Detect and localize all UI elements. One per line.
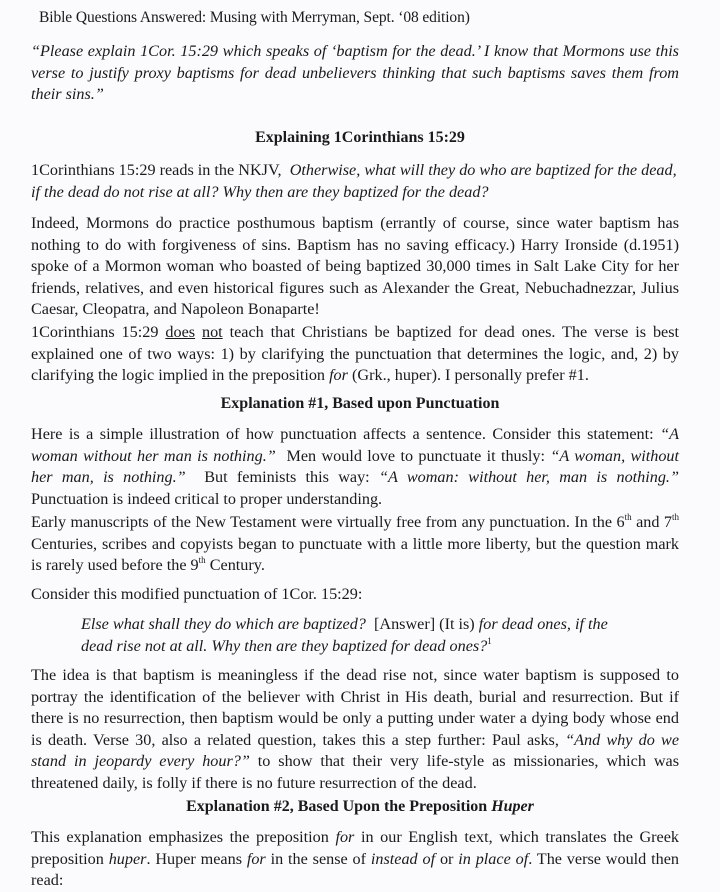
text-run: . The verse would then read: (31, 849, 679, 889)
text-run: Century. (209, 556, 265, 574)
underlined-word-does: does (165, 323, 196, 341)
superscript: th (624, 512, 632, 522)
italic-word-for: for (329, 366, 348, 384)
text-run: and 7 (636, 513, 672, 531)
paragraph-punctuation-illustration (31, 424, 679, 510)
text-run: 1Corinthians 15:29 (31, 323, 159, 341)
paragraph-nkjv-verse (31, 160, 679, 203)
text-run: Early manuscripts of the New Testament were virtually free from any punctuation. In the 6 (31, 513, 625, 531)
example-quote: “A woman without her man is nothing.” (31, 425, 680, 465)
paragraph-two-ways (31, 322, 679, 387)
text-run: Men would love to punctuate it thusly: (286, 446, 546, 465)
superscript: th (672, 512, 680, 522)
text-run: or (439, 849, 454, 868)
paragraph-mormon-practice: Indeed, Mormons do practice posthumous baptism (errantly of course, since water baptism has nothing to do with forgiveness of sins. Baptism has no saving efficacy.) Harry Ironside (d.1951) spoke of a Mormon woman who boasted of being baptized 30,000 times in Salt Lake City for her friends, relatives, and even historical figures such as Alexander the Great, Nebuchadnezzar, Julius Caesar, Cleopatra, and Napoleon Bonaparte! (31, 214, 679, 318)
text-run: . Huper means (146, 849, 242, 868)
example-quote: “A woman, without her man, is nothing.” (31, 446, 680, 486)
document-header: Bible Questions Answered: Musing with Merryman, Sept. ‘08 edition) (39, 9, 470, 26)
quote-italic: for dead ones, if the dead rise not at all. Why then are they baptized for dead ones? (81, 615, 608, 655)
text-run: But feminists this way: (204, 468, 370, 486)
underlined-word-not: not (201, 323, 223, 341)
section-heading-huper (0, 796, 720, 818)
superscript: th (198, 555, 206, 565)
text-run: The idea is that baptism is meaningless if the dead rise not, since water baptism is supposed to portray the identification of the believer with Christ in His death, burial and resurrection. But if there is no resurrection, then baptism would be only a putting under water a dying body whose end is death. Verse 30, also a related question, takes this a step further: Paul asks, (31, 666, 679, 749)
heading-text: Explanation #2, Based Upon the Preposition (186, 798, 488, 815)
quote-italic: Else what shall they do which are baptized? (81, 615, 366, 633)
verse-intro: 1Corinthians 15:29 reads in the NKJV, (31, 161, 282, 179)
reader-question: “Please explain 1Cor. 15:29 which speaks of ‘baptism for the dead.’ I know that Mormons use this verse to justify proxy baptisms for dead unbelievers thinking that such baptisms saves them from their sins.” (31, 42, 679, 103)
text-run: Here is a simple illustration of how punctuation affects a sentence. Consider this statement: (31, 425, 654, 443)
footnote-marker[interactable]: 1 (487, 635, 492, 646)
verse-text: Otherwise, what will they do who are baptized for the dead, if the dead do not rise at all? Why then are they baptized for the dead? (31, 161, 677, 201)
section-heading-punctuation: Explanation #1, Based upon Punctuation (220, 395, 500, 412)
text-run: (Grk., huper). I personally prefer #1. (352, 366, 589, 384)
italic-word: for (335, 828, 355, 846)
paragraph-huper-explanation (31, 827, 679, 892)
section-heading-explaining: Explaining 1Corinthians 15:29 (255, 129, 465, 146)
example-quote: “A woman: without her, man is nothing.” (378, 468, 679, 486)
paragraph-early-manuscripts (31, 512, 679, 577)
text-run: teach that Christians be baptized for dead ones. The verse is best explained one of two ways: 1) by clarifying the punctuation that determines the logic, and, 2) by clarifying the logic implied in the preposition (31, 323, 680, 384)
text-run: This explanation emphasizes the preposition (31, 828, 329, 846)
quote-bracket: [Answer] (It is) (374, 615, 475, 633)
text-run: in the sense of (270, 849, 367, 868)
heading-italic-word: Huper (491, 798, 534, 815)
italic-word: for (246, 849, 266, 868)
block-quote-verse (81, 614, 641, 657)
italic-word: huper (108, 849, 147, 868)
text-run: in our English text, which translates the Greek preposition (31, 828, 680, 868)
italic-phrase: in place of (458, 849, 529, 868)
verse-quote: “And why do we stand in jeopardy every hour?” (31, 730, 680, 770)
paragraph-modified-punctuation: Consider this modified punctuation of 1Cor. 15:29: (31, 585, 363, 603)
text-run: to show that their very life-style as missionaries, which was threatened daily, is folly if there is no future resurrection of the dead. (31, 752, 679, 792)
italic-phrase: instead of (370, 849, 436, 868)
text-run: Centuries, scribes and copyists began to punctuate with a little more liberty, but the question mark is rarely used before the 9 (31, 534, 679, 574)
paragraph-idea-meaningless (31, 665, 679, 794)
text-run: Punctuation is indeed critical to proper understanding. (31, 489, 383, 508)
